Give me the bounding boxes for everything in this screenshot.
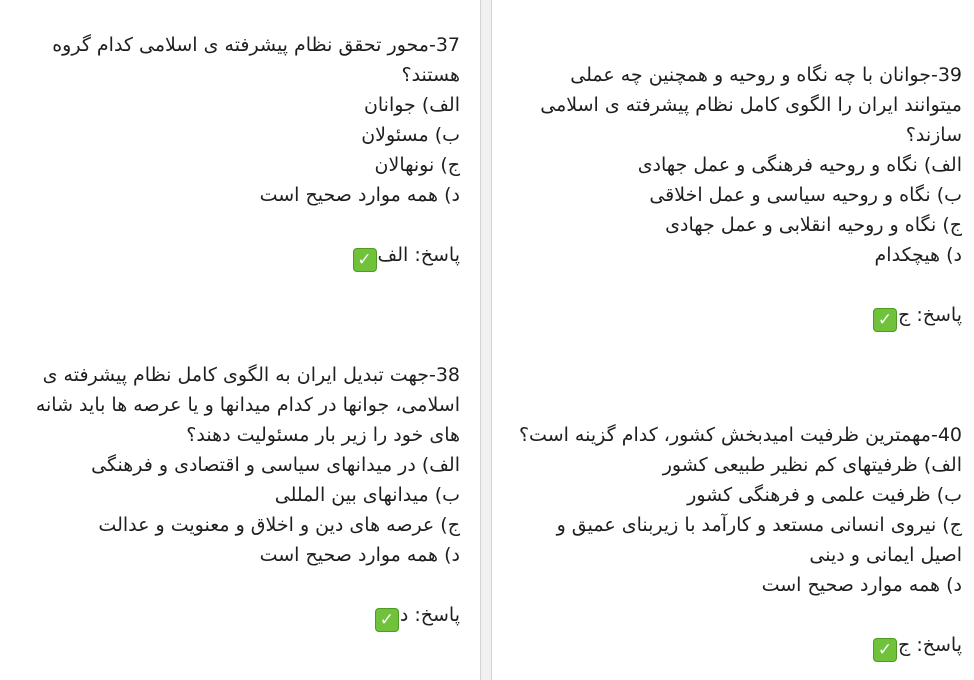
- question-37-option-b: ب) مسئولان: [361, 124, 460, 146]
- question-40-option-c-line-2: اصیل ایمانی و دینی: [809, 544, 962, 566]
- question-40-option-d: د) همه موارد صحیح است: [761, 574, 962, 596]
- question-38-stem-line-2: اسلامی، جوانها در کدام میدانها و یا عرصه ها باید شانه: [35, 394, 460, 416]
- question-39-option-d: د) هیچکدام: [874, 244, 962, 266]
- question-38-stem-line-1: 38-جهت تبدیل ایران به الگوی کامل نظام پیشرفته ی: [42, 364, 460, 386]
- question-38-stem-line-3: های خود را زیر بار مسئولیت دهند؟: [186, 424, 460, 446]
- answer-letter: ج: [898, 634, 911, 656]
- question-38-option-b: ب) میدانهای بین المللی: [274, 484, 460, 506]
- question-40-option-a: الف) ظرفیتهای کم نظیر طبیعی کشور: [662, 454, 962, 476]
- question-39-stem-line-3: سازند؟: [905, 124, 962, 146]
- question-37-stem-line-1: 37-محور تحقق نظام پیشرفته ی اسلامی کدام گروه: [52, 34, 460, 56]
- answer-prefix: پاسخ:: [414, 244, 460, 266]
- question-40: [502, 420, 962, 662]
- check-mark-icon: ✓: [375, 608, 399, 632]
- answer-prefix: پاسخ:: [414, 604, 460, 626]
- question-38: [10, 360, 460, 632]
- check-mark-icon: ✓: [873, 638, 897, 662]
- right-page: [492, 0, 974, 680]
- question-37-answer: [10, 240, 460, 272]
- question-37-option-c: ج) نونهالان: [374, 154, 460, 176]
- answer-letter: ج: [898, 304, 911, 326]
- question-38-option-a: الف) در میدانهای سیاسی و اقتصادی و فرهنگی: [91, 454, 460, 476]
- question-40-stem-line-1: 40-مهمترین ظرفیت امیدبخش کشور، کدام گزینه است؟: [518, 424, 962, 446]
- question-38-answer: [10, 600, 460, 632]
- question-39: [502, 60, 962, 332]
- page-divider: [480, 0, 492, 680]
- question-39-option-b: ب) نگاه و روحیه سیاسی و عمل اخلاقی: [649, 184, 962, 206]
- answer-prefix: پاسخ:: [916, 634, 962, 656]
- question-37-stem-line-2: هستند؟: [401, 64, 460, 86]
- answer-letter: د: [399, 604, 409, 626]
- question-37: [10, 30, 460, 272]
- question-37-option-a: الف) جوانان: [363, 94, 460, 116]
- question-39-answer: [502, 300, 962, 332]
- check-mark-icon: ✓: [873, 308, 897, 332]
- question-38-option-d: د) همه موارد صحیح است: [259, 544, 460, 566]
- question-39-stem-line-1: 39-جوانان با چه نگاه و روحیه و همچنین چه عملی: [570, 64, 962, 86]
- question-39-stem-line-2: میتوانند ایران را الگوی کامل نظام پیشرفته ی اسلامی: [540, 94, 962, 116]
- question-40-option-c-line-1: ج) نیروی انسانی مستعد و کارآمد با زیربنای عمیق و: [556, 514, 962, 536]
- question-40-option-b: ب) ظرفیت علمی و فرهنگی کشور: [687, 484, 962, 506]
- question-37-option-d: د) همه موارد صحیح است: [259, 184, 460, 206]
- answer-prefix: پاسخ:: [916, 304, 962, 326]
- question-39-option-c: ج) نگاه و روحیه انقلابی و عمل جهادی: [665, 214, 962, 236]
- check-mark-icon: ✓: [353, 248, 377, 272]
- answer-letter: الف: [377, 244, 409, 266]
- question-39-option-a: الف) نگاه و روحیه فرهنگی و عمل جهادی: [637, 154, 962, 176]
- question-38-option-c: ج) عرصه های دین و اخلاق و معنویت و عدالت: [98, 514, 460, 536]
- left-page: [0, 0, 480, 680]
- question-40-answer: [502, 630, 962, 662]
